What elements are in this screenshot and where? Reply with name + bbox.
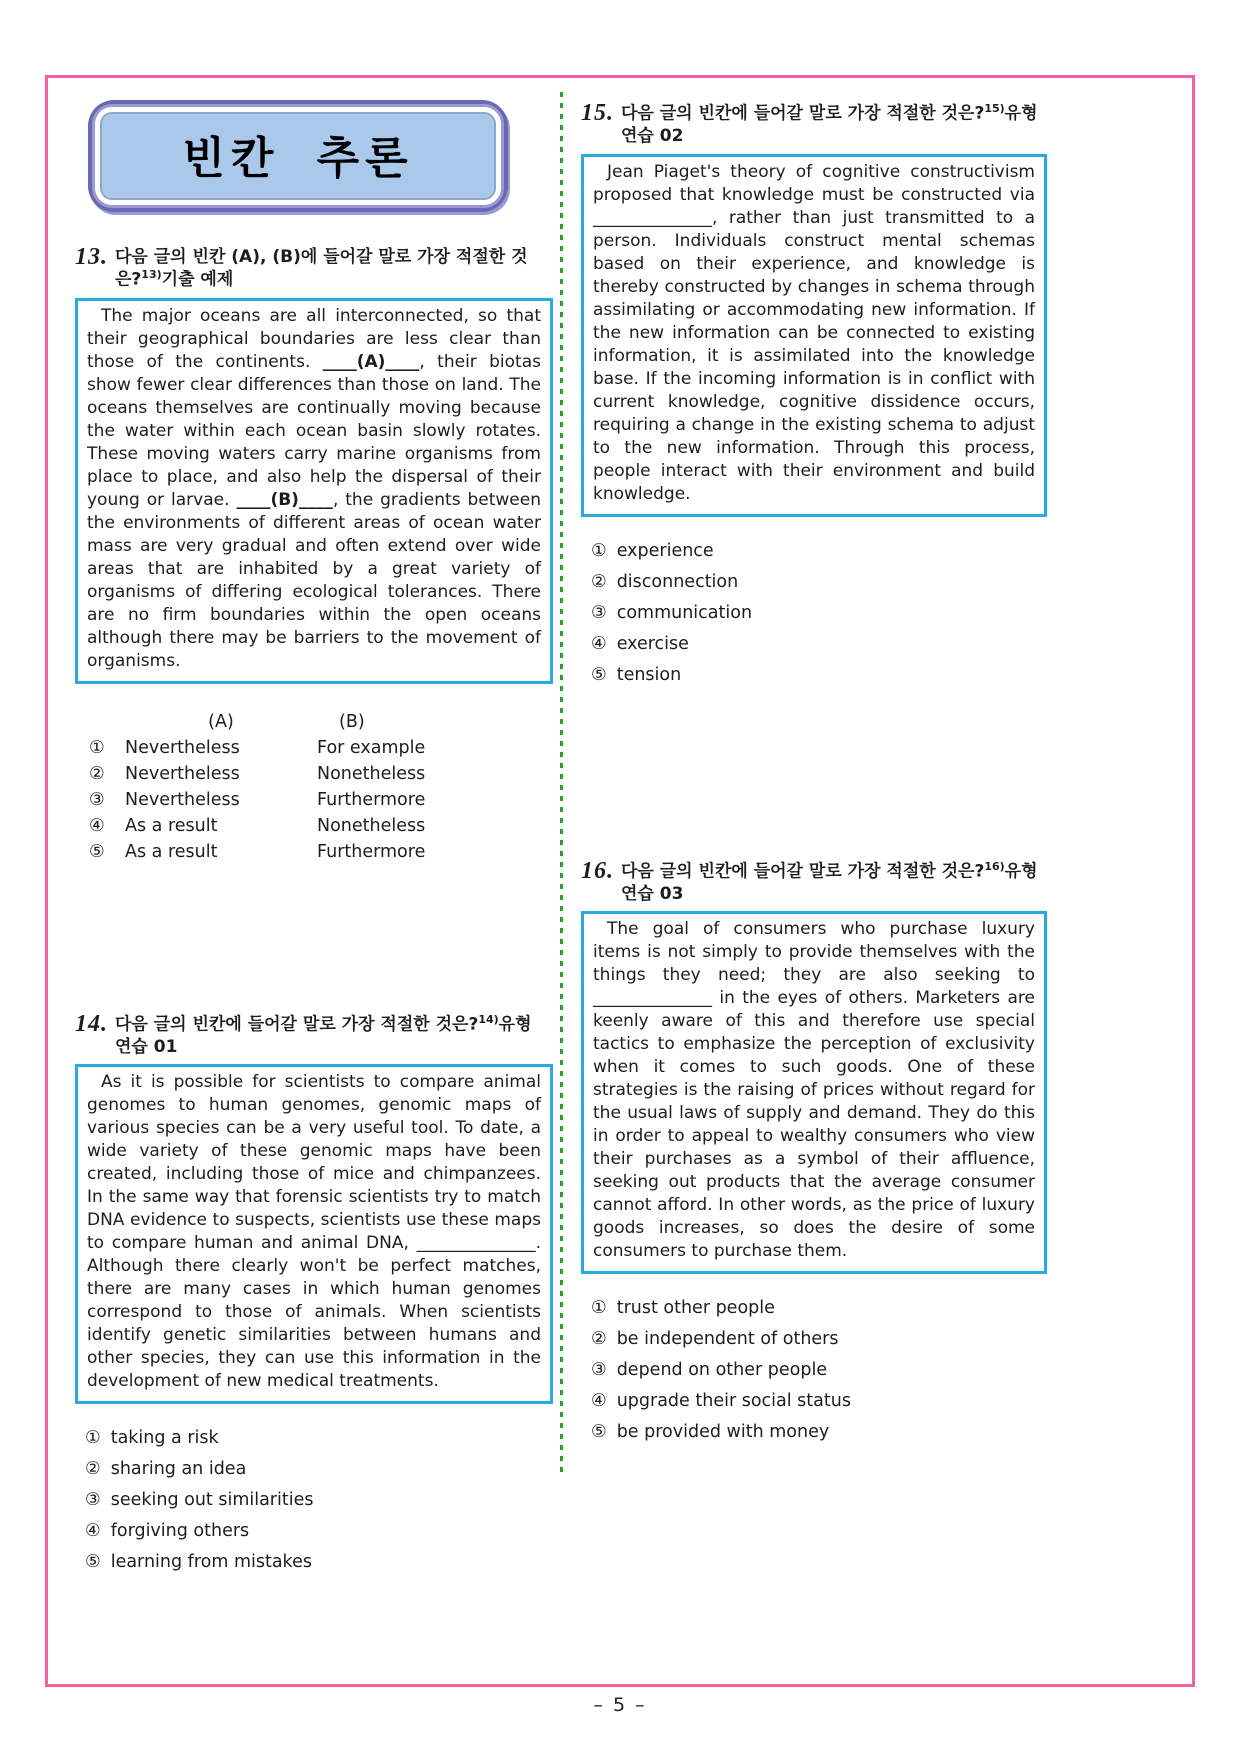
choice-marker: ② <box>89 763 105 784</box>
passage-part: , their biotas show fewer clear differences than those on land. The oceans themselves are continually moving because the water within each ocean basin slowly rotates. These moving waters carry marine organisms from place to place, and also help the dispersal of their young or larvae. <box>87 351 542 510</box>
passage-part: The major oceans are all interconnected, so that their geographical boundaries are less clear than those of the continents. <box>87 305 541 372</box>
choice-text: depend on other people <box>616 1360 828 1381</box>
question-13-section <box>75 246 553 865</box>
choice-item <box>591 1389 1047 1414</box>
option-a-text: Nevertheless <box>125 763 240 784</box>
choice-marker: ② <box>591 1329 607 1350</box>
choice-item <box>85 1550 553 1575</box>
option-b-text: Furthermore <box>317 789 426 810</box>
footnote-ref: 13) <box>141 268 162 282</box>
choice-item <box>591 601 1047 626</box>
footnote-ref: 16) <box>984 859 1005 873</box>
question-prompt: 다음 글의 빈칸에 들어갈 말로 가장 적절한 것은? <box>621 861 985 882</box>
options-table <box>89 710 553 865</box>
choice-item <box>591 539 1047 564</box>
choice-item <box>85 1457 553 1482</box>
column-divider <box>560 92 563 1472</box>
blank-b: ____(B)____ <box>236 489 333 510</box>
choice-text: forgiving others <box>110 1521 250 1542</box>
title-plaque <box>88 100 508 212</box>
choice-item <box>591 632 1047 657</box>
question-number: 13. <box>75 244 108 270</box>
choice-text: be independent of others <box>616 1329 839 1350</box>
passage-text: As it is possible for scientists to compare animal genomes to human genomes, genomic maps of various species can be a very useful tool. To date, a wide variety of these genomic maps have been created, including those of mice and chimpanzees. In the same way that forensic scientists try to match DNA evidence to suspects, scientists use these maps to compare human and animal DNA, ______________. Although there clearly won't be perfect matches, there are many cases in which human genomes correspond to those of animals. When scientists identify genetic similarities between humans and other species, they can use this information in the development of new medical treatments. <box>87 1072 541 1392</box>
footnote-ref: 14) <box>478 1012 499 1026</box>
passage-text <box>87 305 541 673</box>
page-number: – 5 – <box>593 1694 647 1716</box>
question-prompt: 다음 글의 빈칸에 들어갈 말로 가장 적절한 것은? <box>621 103 985 124</box>
question-tag: 유형 연습 02 <box>621 103 1038 147</box>
choice-marker: ① <box>85 1428 101 1449</box>
choice-item <box>85 1519 553 1544</box>
choice-marker: ③ <box>85 1490 101 1511</box>
question-15-section <box>581 102 1047 688</box>
passage-box <box>75 1064 553 1404</box>
choice-text: taking a risk <box>110 1428 219 1449</box>
choice-item <box>591 1327 1047 1352</box>
question-16-header <box>581 857 1047 906</box>
question-tag: 유형 연습 01 <box>115 1014 532 1057</box>
option-a-text: Nevertheless <box>125 737 240 758</box>
choice-item <box>85 1426 553 1451</box>
choice-text: disconnection <box>616 571 739 592</box>
choice-text: learning from mistakes <box>110 1552 312 1573</box>
choice-item <box>591 1358 1047 1383</box>
passage-box <box>581 154 1047 517</box>
option-row <box>89 840 553 865</box>
choice-marker: ⑤ <box>85 1552 101 1573</box>
choice-text: tension <box>616 664 682 685</box>
choices-list <box>85 1426 553 1575</box>
choice-marker: ⑤ <box>89 841 105 862</box>
passage-box <box>581 911 1047 1274</box>
question-tag: 유형 연습 03 <box>621 861 1038 904</box>
question-prompt: 다음 글의 빈칸에 들어갈 말로 가장 적절한 것은? <box>115 1014 479 1035</box>
option-b-text: Nonetheless <box>317 815 426 836</box>
choice-marker: ④ <box>89 815 105 836</box>
choice-marker: ⑤ <box>591 1422 607 1443</box>
question-prompt: 다음 글의 빈칸 (A), (B)에 들어갈 말로 가장 적절한 것은? <box>115 247 528 291</box>
column-left <box>75 98 553 1581</box>
choice-item <box>591 663 1047 688</box>
choice-text: be provided with money <box>616 1422 830 1443</box>
choice-text: upgrade their social status <box>616 1391 851 1412</box>
question-13-header <box>75 246 553 292</box>
question-14-header <box>75 1010 553 1059</box>
option-b-text: For example <box>317 737 426 758</box>
choice-item <box>591 570 1047 595</box>
column-right <box>581 102 1047 1451</box>
choice-text: exercise <box>616 633 689 654</box>
choices-list <box>591 539 1047 688</box>
choice-marker: ⑤ <box>591 664 607 685</box>
choice-marker: ① <box>89 737 105 758</box>
question-number: 15. <box>581 100 614 126</box>
option-a-text: As a result <box>125 815 218 836</box>
choice-marker: ② <box>85 1459 101 1480</box>
choice-marker: ① <box>591 540 607 561</box>
footnote-ref: 15) <box>984 102 1005 115</box>
title-plaque-ring <box>92 104 504 208</box>
passage-text: The goal of consumers who purchase luxury items is not simply to provide themselves with the things they need; they are also seeking to ______________ in the eyes of others. Marketers are keenly aware of this and therefore use special tactics to emphasize the perception of exclusivity when it comes to such goods. One of these strategies is the raising of prices without regard for the usual laws of supply and demand. They do this in order to appeal to wealthy consumers who view their purchases as a symbol of their affluence, seeking out products that the average consumer cannot afford. In other words, as the price of luxury goods increases, so does the desire of some consumers to purchase them. <box>593 919 1035 1262</box>
question-14-section <box>75 1010 553 1576</box>
choice-marker: ④ <box>591 1391 607 1412</box>
choice-text: sharing an idea <box>110 1459 247 1480</box>
blank-a: ____(A)____ <box>322 351 420 372</box>
choice-text: seeking out similarities <box>110 1490 314 1511</box>
option-row <box>89 814 553 839</box>
choice-marker: ④ <box>591 633 607 654</box>
choice-item <box>85 1488 553 1513</box>
title-plaque-inner <box>100 112 496 200</box>
choice-item <box>591 1420 1047 1445</box>
passage-part: , the gradients between the environments of different areas of ocean water mass are very gradual and often extend over wide areas that are inhabited by a great variety of organisms of differing ecological tolerances. There are no firm boundaries within the open oceans although there may be barriers to the movement of organisms. <box>87 489 541 671</box>
option-b-text: Nonetheless <box>317 763 426 784</box>
choice-marker: ④ <box>85 1521 101 1542</box>
choice-marker: ③ <box>89 789 105 810</box>
question-number: 14. <box>75 1010 108 1037</box>
question-tag: 기출 예제 <box>161 270 234 291</box>
option-row <box>89 736 553 761</box>
option-a-text: Nevertheless <box>125 789 240 810</box>
choice-text: communication <box>616 602 753 623</box>
choice-text: experience <box>616 540 714 561</box>
option-b-text: Furthermore <box>317 841 426 862</box>
choice-marker: ② <box>591 571 607 592</box>
page-title: 빈칸 추론 <box>182 133 414 184</box>
choice-marker: ① <box>591 1298 607 1319</box>
choice-marker: ③ <box>591 1360 607 1381</box>
column-b-header: (B) <box>339 711 365 732</box>
passage-text: Jean Piaget's theory of cognitive constructivism proposed that knowledge must be constructed via ______________, rather than just transmitted to a person. Individuals construct mental schemas based on their experience, and knowledge is thereby constructed by changes in schema through assimilating or accommodating new information. If the new information can be connected to existing information, it is assimilated into the knowledge base. If the incoming information is in conflict with current knowledge, cognitive dissidence occurs, requiring a change in the existing schema to adjust to the new information. Through this process, people interact with their environment and build knowledge. <box>593 161 1035 504</box>
options-table-header <box>89 710 553 735</box>
choice-text: trust other people <box>616 1298 775 1319</box>
option-row <box>89 788 553 813</box>
question-number: 16. <box>581 857 614 884</box>
question-15-header <box>581 102 1047 148</box>
question-16-section <box>581 857 1047 1446</box>
option-a-text: As a result <box>125 841 218 862</box>
passage-box <box>75 298 553 684</box>
column-a-header: (A) <box>208 711 234 732</box>
option-row <box>89 762 553 787</box>
choice-marker: ③ <box>591 602 607 623</box>
choice-item <box>591 1296 1047 1321</box>
choices-list <box>591 1296 1047 1445</box>
